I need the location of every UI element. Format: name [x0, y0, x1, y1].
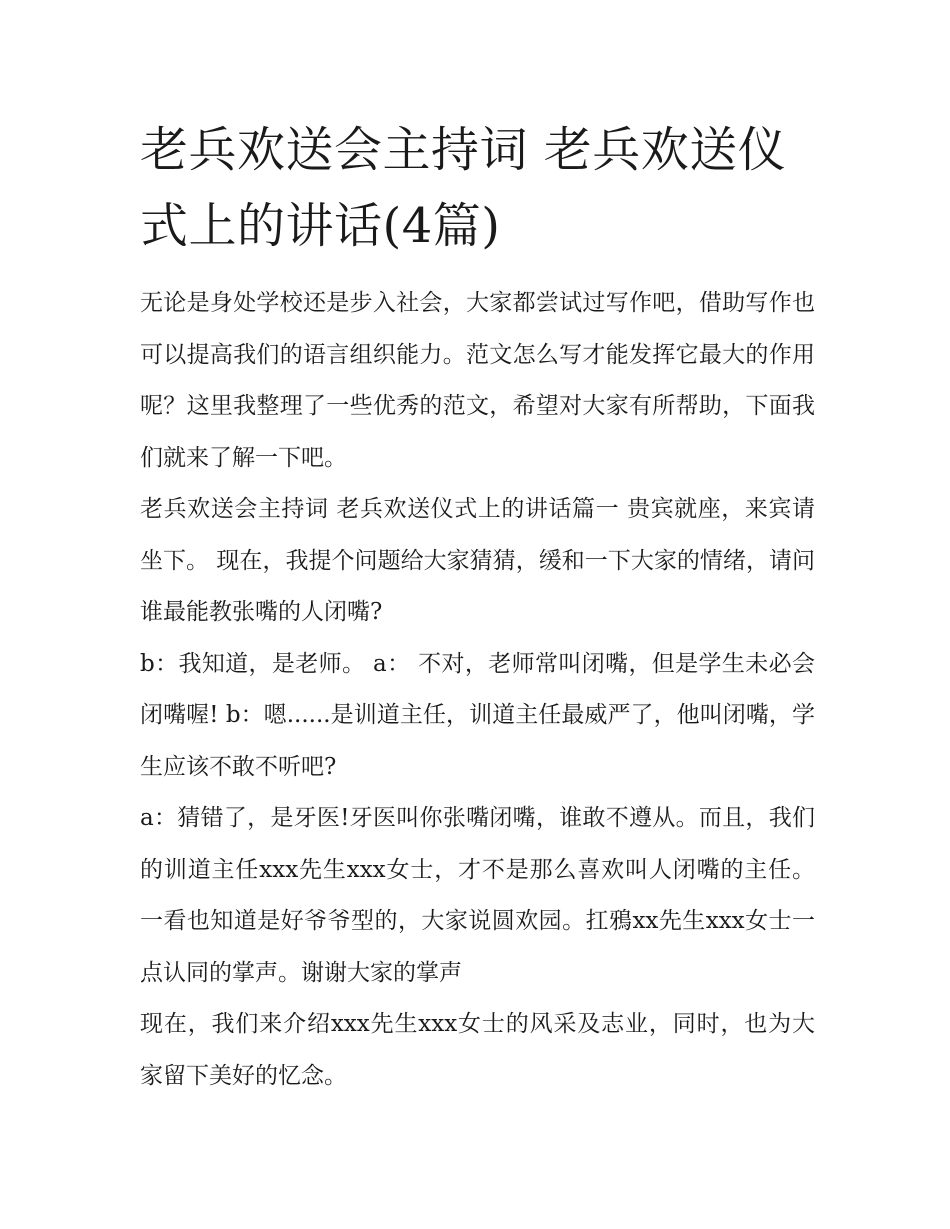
document-body — [140, 112, 815, 1102]
document-title: 老兵欢送会主持词 老兵欢送仪式上的讲话(4篇) — [140, 122, 787, 254]
paragraph-intro: 无论是身处学校还是步入社会，大家都尝试过写作吧，借助写作也可以提高我们的语言组织能力。范文怎么写才能发挥它最大的作用呢？这里我整理了一些优秀的范文，希望对大家有所帮助，下面我们就来了解一下吧。 — [140, 290, 815, 471]
paragraph-dialogue-a: a：猜错了，是牙医!牙医叫你张嘴闭嘴，谁敢不遵从。而且，我们的训道主任xxx先生xxx女士，才不是那么喜欢叫人闭嘴的主任。一看也知道是好爷爷型的，大家说圆欢园。扛鴉xx先生xxx女士一点认同的掌声。谢谢大家的掌声 — [140, 805, 815, 986]
paragraph-opening: 老兵欢送会主持词 老兵欢送仪式上的讲话篇一 贵宾就座，来宾请坐下。 现在，我提个问题给大家猜猜，缓和一下大家的情绪，请问谁最能教张嘴的人闭嘴? — [140, 496, 815, 625]
paragraph-dialogue-b: b：我知道，是老师。 a： 不对，老师常叫闭嘴，但是学生未必会闭嘴喔! b：嗯......是训道主任，训道主任最威严了，他叫闭嘴，学生应该不敢不听吧? — [140, 650, 815, 780]
paragraph-introduction: 现在，我们来介绍xxx先生xxx女士的风采及志业，同时，也为大家留下美好的忆念。 — [140, 1011, 815, 1089]
